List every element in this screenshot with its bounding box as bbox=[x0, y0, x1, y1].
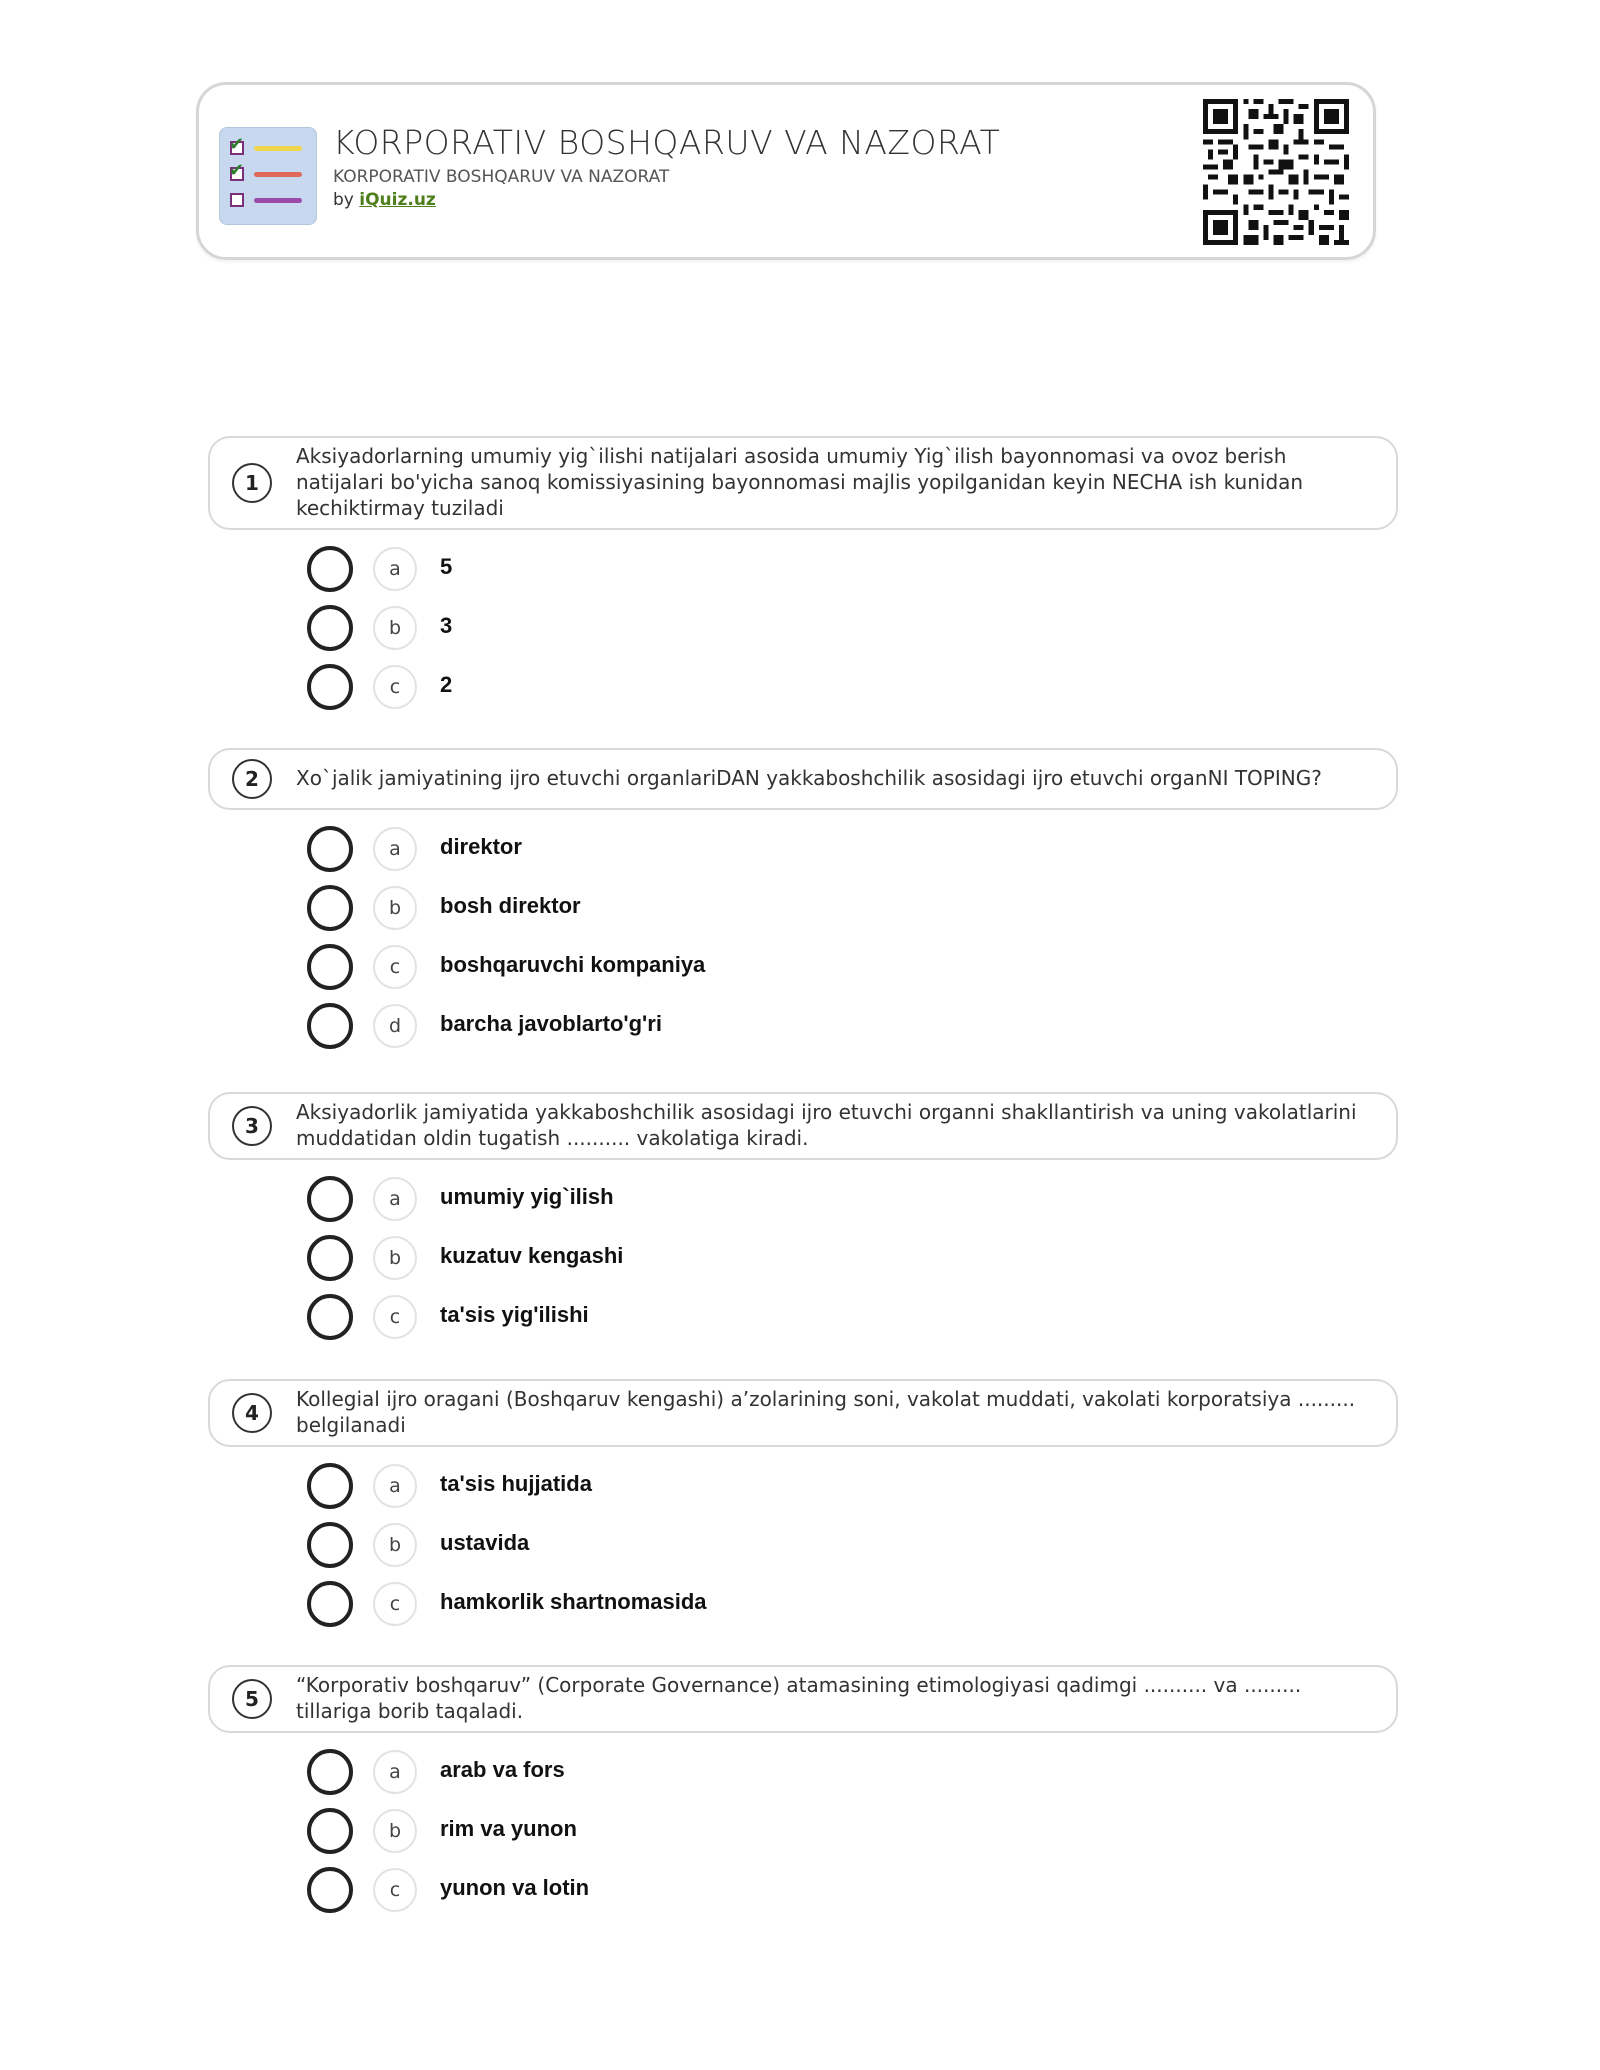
question-box bbox=[208, 748, 1398, 810]
option-text: hamkorlik shartnomasida bbox=[440, 1589, 707, 1614]
option-2c[interactable] bbox=[208, 938, 1398, 997]
checklist-logo-icon: ✔ ✔ bbox=[219, 127, 317, 225]
option-text: 2 bbox=[440, 672, 453, 697]
question-4 bbox=[208, 1379, 1398, 1634]
radio-button[interactable] bbox=[307, 1463, 353, 1509]
option-text: barcha javoblarto'g'ri bbox=[440, 1011, 662, 1036]
question-number-badge: 2 bbox=[232, 759, 272, 799]
option-text: ta'sis yig'ilishi bbox=[440, 1302, 589, 1327]
answer-options bbox=[208, 1457, 1398, 1634]
option-text: direktor bbox=[440, 834, 522, 859]
option-letter-badge: c bbox=[373, 1868, 417, 1912]
option-text: ta'sis hujjatida bbox=[440, 1471, 592, 1496]
question-text: Kollegial ijro oragani (Boshqaruv kengashi) a’zolarining soni, vakolat muddati, vakolati korporatsiya ......... belgilanadi bbox=[296, 1387, 1356, 1437]
option-text: bosh direktor bbox=[440, 893, 581, 918]
option-4a[interactable] bbox=[208, 1457, 1398, 1516]
radio-button[interactable] bbox=[307, 826, 353, 872]
option-2a[interactable] bbox=[208, 820, 1398, 879]
option-letter-badge: b bbox=[373, 1236, 417, 1280]
question-text: “Korporativ boshqaruv” (Corporate Governance) atamasining etimologiyasi qadimgi .......... va ......... tillariga borib taqaladi. bbox=[296, 1673, 1302, 1723]
radio-button[interactable] bbox=[307, 1176, 353, 1222]
option-letter-badge: b bbox=[373, 1809, 417, 1853]
question-box bbox=[208, 436, 1398, 530]
option-letter-badge: b bbox=[373, 1523, 417, 1567]
radio-button[interactable] bbox=[307, 1749, 353, 1795]
option-5b[interactable] bbox=[208, 1802, 1398, 1861]
option-2b[interactable] bbox=[208, 879, 1398, 938]
radio-button[interactable] bbox=[307, 1294, 353, 1340]
question-number-badge: 1 bbox=[232, 463, 272, 503]
option-1c[interactable] bbox=[208, 658, 1398, 717]
option-5a[interactable] bbox=[208, 1743, 1398, 1802]
question-box bbox=[208, 1379, 1398, 1447]
option-letter-badge: a bbox=[373, 827, 417, 871]
question-text: Aksiyadorlik jamiyatida yakkaboshchilik asosidagi ijro etuvchi organni shakllantirish va uning vakolatlarini muddatidan oldin tugatish .......... vakolatiga kiradi. bbox=[296, 1100, 1357, 1150]
answer-options bbox=[208, 820, 1398, 1056]
option-letter-badge: a bbox=[373, 1464, 417, 1508]
option-letter-badge: c bbox=[373, 665, 417, 709]
question-number-badge: 5 bbox=[232, 1679, 272, 1719]
option-3b[interactable] bbox=[208, 1229, 1398, 1288]
option-letter-badge: c bbox=[373, 1582, 417, 1626]
option-text: boshqaruvchi kompaniya bbox=[440, 952, 706, 977]
option-letter-badge: c bbox=[373, 1295, 417, 1339]
option-1b[interactable] bbox=[208, 599, 1398, 658]
radio-button[interactable] bbox=[307, 944, 353, 990]
question-2 bbox=[208, 748, 1398, 1056]
radio-button[interactable] bbox=[307, 1581, 353, 1627]
author-line bbox=[333, 190, 436, 210]
answer-options bbox=[208, 1170, 1398, 1347]
option-text: 3 bbox=[440, 613, 453, 638]
radio-button[interactable] bbox=[307, 664, 353, 710]
question-number-badge: 3 bbox=[232, 1106, 272, 1146]
option-letter-badge: a bbox=[373, 1750, 417, 1794]
brand-link[interactable]: iQuiz.uz bbox=[359, 190, 436, 210]
option-3a[interactable] bbox=[208, 1170, 1398, 1229]
quiz-subtitle: KORPORATIV BOSHQARUV VA NAZORAT bbox=[333, 167, 670, 187]
option-3c[interactable] bbox=[208, 1288, 1398, 1347]
option-letter-badge: a bbox=[373, 1177, 417, 1221]
option-text: umumiy yig`ilish bbox=[440, 1184, 614, 1209]
question-box bbox=[208, 1092, 1398, 1160]
question-1 bbox=[208, 436, 1398, 717]
option-text: ustavida bbox=[440, 1530, 530, 1555]
answer-options bbox=[208, 1743, 1398, 1920]
option-letter-badge: d bbox=[373, 1004, 417, 1048]
option-text: 5 bbox=[440, 554, 453, 579]
question-box bbox=[208, 1665, 1398, 1733]
option-text: arab va fors bbox=[440, 1757, 565, 1782]
option-2d[interactable] bbox=[208, 997, 1398, 1056]
answer-options bbox=[208, 540, 1398, 717]
option-letter-badge: b bbox=[373, 886, 417, 930]
question-text: Xo`jalik jamiyatining ijro etuvchi organlariDAN yakkaboshchilik asosidagi ijro etuvchi organNI TOPING? bbox=[296, 766, 1322, 790]
radio-button[interactable] bbox=[307, 1867, 353, 1913]
question-number-badge: 4 bbox=[232, 1393, 272, 1433]
question-text: Aksiyadorlarning umumiy yig`ilishi natijalari asosida umumiy Yig`ilish bayonnomasi va ovoz berish natijalari bo'yicha sanoq komissiyasining bayonnomasi majlis yopilganidan keyin NECHA ish kunidan kechiktirmay tuziladi bbox=[296, 444, 1304, 520]
option-1a[interactable] bbox=[208, 540, 1398, 599]
quiz-title: KORPORATIV BOSHQARUV VA NAZORAT bbox=[333, 123, 1001, 162]
question-3 bbox=[208, 1092, 1398, 1347]
qr-code-icon bbox=[1203, 99, 1349, 245]
question-5 bbox=[208, 1665, 1398, 1920]
option-text: rim va yunon bbox=[440, 1816, 577, 1841]
option-text: yunon va lotin bbox=[440, 1875, 590, 1900]
radio-button[interactable] bbox=[307, 546, 353, 592]
option-letter-badge: b bbox=[373, 606, 417, 650]
radio-button[interactable] bbox=[307, 885, 353, 931]
option-letter-badge: a bbox=[373, 547, 417, 591]
option-text: kuzatuv kengashi bbox=[440, 1243, 624, 1268]
option-5c[interactable] bbox=[208, 1861, 1398, 1920]
by-prefix: by bbox=[333, 190, 360, 210]
radio-button[interactable] bbox=[307, 605, 353, 651]
radio-button[interactable] bbox=[307, 1235, 353, 1281]
option-letter-badge: c bbox=[373, 945, 417, 989]
radio-button[interactable] bbox=[307, 1003, 353, 1049]
quiz-header bbox=[196, 82, 1376, 260]
radio-button[interactable] bbox=[307, 1808, 353, 1854]
option-4c[interactable] bbox=[208, 1575, 1398, 1634]
option-4b[interactable] bbox=[208, 1516, 1398, 1575]
radio-button[interactable] bbox=[307, 1522, 353, 1568]
